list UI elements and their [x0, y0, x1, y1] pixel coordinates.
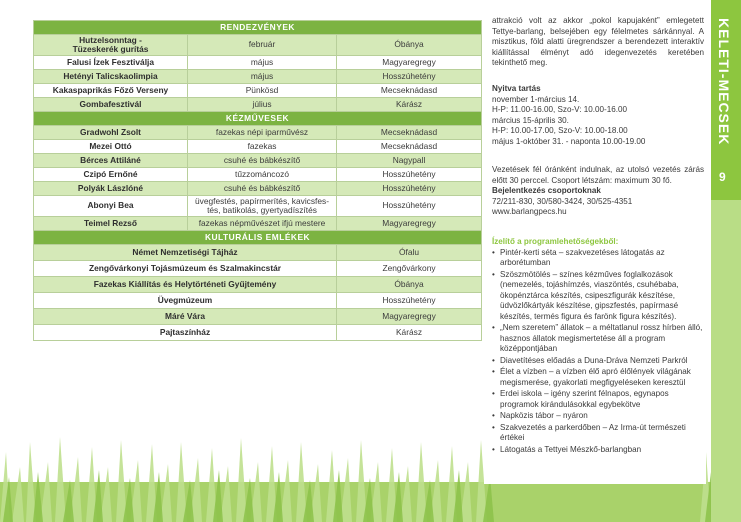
row-name: Gradwohl Zsolt [34, 126, 188, 140]
table-row [34, 277, 482, 293]
section-header-row [34, 231, 482, 245]
hours-line: H-P: 10.00-17.00, Szo-V: 10.00-18.00 [492, 126, 628, 136]
table-row [34, 182, 482, 196]
bullet-icon: • [492, 422, 495, 432]
row-name: Polyák Lászlóné [34, 182, 188, 196]
table-row [34, 35, 482, 56]
section-header-row [34, 21, 482, 35]
row-name: Bérces Attiláné [34, 154, 188, 168]
row-place: Zengővárkony [337, 261, 482, 277]
opening-hours [492, 84, 704, 148]
info-table [33, 20, 482, 341]
intro-paragraph [492, 16, 704, 69]
table-row [34, 309, 482, 325]
row-detail: üvegfestés, papírmerítés, kavicsfes- tés, batikolás, gyertyadíszítés [188, 196, 337, 217]
hours-title: Nyitva tartás [492, 84, 541, 93]
table-row [34, 98, 482, 112]
row-detail: február [188, 35, 337, 56]
row-name: Gombafesztivál [34, 98, 188, 112]
row-name: Falusi Ízek Fesztiválja [34, 56, 188, 70]
table-row [34, 261, 482, 277]
list-item-text: Pintér-kerti séta – szakvezetéses látogatás az arborétumban [500, 248, 665, 268]
table-row [34, 154, 482, 168]
row-detail: tűzzománcozó [188, 168, 337, 182]
bullet-icon: • [492, 270, 495, 279]
row-name: Czipó Ernőné [34, 168, 188, 182]
row-detail: csuhé és bábkészítő [188, 154, 337, 168]
page-number: 9 [719, 170, 726, 184]
list-item [492, 323, 704, 354]
sidebar-title: KELETI-MECSEK [716, 18, 732, 146]
row-place: Hosszúhetény [337, 293, 482, 309]
list-item [492, 270, 704, 322]
row-place: Hosszúhetény [337, 70, 482, 84]
row-place: Kárász [337, 98, 482, 112]
list-item [492, 389, 704, 410]
section-heading: KULTURÁLIS EMLÉKEK [34, 231, 482, 245]
row-name: Zengővárkonyi Tojásmúzeum és Szalmakincstár [34, 261, 337, 277]
row-name: Máré Vára [34, 309, 337, 325]
row-detail: május [188, 56, 337, 70]
program-list [492, 248, 704, 456]
bullet-icon: • [492, 248, 495, 257]
table-row [34, 196, 482, 217]
row-place: Óbánya [337, 277, 482, 293]
list-item [492, 445, 704, 455]
intro-text: attrakció volt az akkor „pokol kapujaként” emlegetett Tettye-barlang, belsejében egy félelmetes sárkánnyal. A misztikus, föld alatti üregrendszer a berendezett interaktív kiállítással élményt adó idegenvezetés keretében tekinthető meg. [492, 16, 704, 68]
table-row [34, 325, 482, 341]
tour-text: Vezetések fél óránként indulnak, az utolsó vezetés zárás előtt 30 perccel. Csoport létszám: maximum 30 fő. [492, 165, 704, 185]
row-place: Hosszúhetény [337, 182, 482, 196]
bullet-icon: • [492, 367, 495, 377]
table-row [34, 126, 482, 140]
row-place: Mecseknádasd [337, 140, 482, 154]
row-place: Mecseknádasd [337, 84, 482, 98]
row-name: Üvegmúzeum [34, 293, 337, 309]
list-item-text: Napközis tábor – nyáron [500, 411, 588, 421]
row-detail: fazekas [188, 140, 337, 154]
row-name: Hetényi Talicskaolimpia [34, 70, 188, 84]
booking-title: Bejelentkezés csoportoknak [492, 186, 601, 196]
hours-line: március 15-április 30. [492, 115, 569, 125]
program-title: Ízelítő a programlehetőségekből: [492, 237, 619, 246]
bullet-icon: • [492, 323, 495, 333]
row-place: Óbánya [337, 35, 482, 56]
row-detail: fazekas népművészet ifjú mestere [188, 217, 337, 231]
booking-phones: 72/211-830, 30/580-3424, 30/525-4351 [492, 196, 633, 206]
row-name: Teimel Rezső [34, 217, 188, 231]
table-row [34, 56, 482, 70]
list-item-text: Élet a vízben – a vízben élő apró élőlények világának megismerése, gyakorlati megfigyeléseken keresztül [500, 367, 691, 387]
row-place: Magyaregregy [337, 217, 482, 231]
tour-info [492, 165, 704, 218]
row-detail: május [188, 70, 337, 84]
hours-line: H-P: 11.00-16.00, Szo-V: 10.00-16.00 [492, 105, 627, 115]
list-item-text: Szakvezetés a parkerdőben – Az Irma-út természeti értékei [500, 422, 686, 443]
table-row [34, 293, 482, 309]
row-place: Hosszúhetény [337, 196, 482, 217]
list-item-text: Szöszmötölés – színes kézműves foglalkozások (nemezelés, tojáshímzés, viaszöntés, csuhébaba, ökopénztárca készítés, csipeszfigurák készítése, üdvözlőkártyák készítése, gipszfestés, papírmasé készítés, termés figura és farönk figura készítés). [500, 270, 679, 321]
table-row [34, 140, 482, 154]
row-place: Hosszúhetény [337, 168, 482, 182]
list-item-text: „Nem szeretem” állatok – a méltatlanul rossz hírben álló, hasznos állatok megismertetése áll a program középpontjában [500, 323, 703, 354]
hours-line: november 1-március 14. [492, 94, 580, 104]
sidebar-lower-band [711, 200, 741, 522]
row-name: Kakaspaprikás Főző Verseny [34, 84, 188, 98]
list-item-text: Diavetítéses előadás a Duna-Dráva Nemzeti Parkról [500, 355, 688, 365]
row-name: Fazekas Kiállítás és Helytörténeti Gyűjtemény [34, 277, 337, 293]
row-detail: fazekas népi iparművész [188, 126, 337, 140]
section-heading: KÉZMŰVESEK [34, 112, 482, 126]
row-detail: csuhé és bábkészítő [188, 182, 337, 196]
row-name: Abonyi Bea [34, 196, 188, 217]
row-detail: Pünkösd [188, 84, 337, 98]
row-place: Kárász [337, 325, 482, 341]
list-item [492, 356, 704, 366]
row-detail: július [188, 98, 337, 112]
hours-line: május 1-október 31. - naponta 10.00-19.00 [492, 136, 646, 146]
bullet-icon: • [492, 355, 495, 365]
list-item-text: Látogatás a Tettyei Mészkő-barlangban [500, 444, 642, 454]
list-item [492, 423, 704, 444]
table-row [34, 217, 482, 231]
table-row [34, 70, 482, 84]
bullet-icon: • [492, 444, 495, 454]
row-place: Mecseknádasd [337, 126, 482, 140]
row-name: Pajtaszínház [34, 325, 337, 341]
list-item [492, 248, 704, 269]
website-link[interactable]: www.barlangpecs.hu [492, 207, 567, 217]
table-row [34, 245, 482, 261]
row-name: Hutzelsonntag - Tüzeskerék gurítás [34, 35, 188, 56]
row-place: Magyaregregy [337, 56, 482, 70]
list-item [492, 411, 704, 421]
bullet-icon: • [492, 411, 495, 421]
row-place: Ófalu [337, 245, 482, 261]
list-item-text: Erdei iskola – igény szerint félnapos, egynapos programok kirándulásokkal egybekötve [500, 389, 669, 409]
table-row [34, 168, 482, 182]
row-place: Magyaregregy [337, 309, 482, 325]
section-header-row [34, 112, 482, 126]
list-item [492, 367, 704, 388]
section-heading: RENDEZVÉNYEK [34, 21, 482, 35]
row-place: Nagypall [337, 154, 482, 168]
row-name: Mezei Ottó [34, 140, 188, 154]
bullet-icon: • [492, 389, 495, 399]
row-name: Német Nemzetiségi Tájház [34, 245, 337, 261]
table-row [34, 84, 482, 98]
